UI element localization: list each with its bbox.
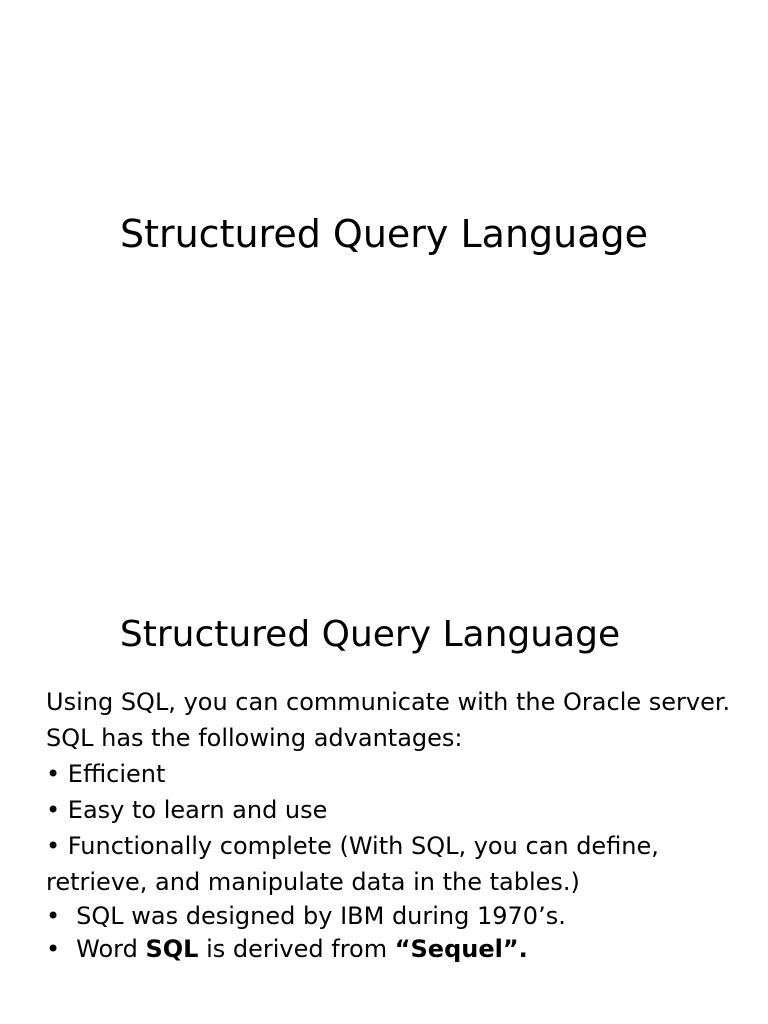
slide-title: Structured Query Language [119, 212, 649, 256]
bullet-text: Easy to learn and use [67, 796, 328, 824]
bullet-item [46, 900, 746, 933]
bullet-text-prefix: Word [76, 935, 146, 963]
bold-term-sql: SQL [145, 935, 199, 963]
bullet-icon: • [46, 935, 61, 963]
bullet-icon: • [46, 760, 61, 788]
bullet-text: Efficient [67, 760, 166, 788]
bullet-text: Functionally complete (With SQL, you can define, retrieve, and manipulate data in the tables.) [46, 832, 659, 896]
bold-term-sequel: “Sequel”. [394, 935, 528, 963]
bullet-text-middle: is derived from [198, 935, 395, 963]
bullet-item [46, 933, 746, 966]
slide-body [46, 684, 746, 966]
slide-title: Structured Query Language [119, 614, 621, 655]
bullet-item [46, 756, 746, 792]
bullet-icon: • [46, 902, 61, 930]
bullet-icon: • [46, 832, 61, 860]
slide-2 [0, 512, 768, 1024]
intro-paragraph: Using SQL, you can communicate with the Oracle server. SQL has the following advantages: [46, 688, 731, 752]
bullet-text: SQL was designed by IBM during 1970’s. [76, 902, 566, 930]
bullet-item [46, 828, 746, 900]
bullet-item [46, 792, 746, 828]
bullet-icon: • [46, 796, 61, 824]
